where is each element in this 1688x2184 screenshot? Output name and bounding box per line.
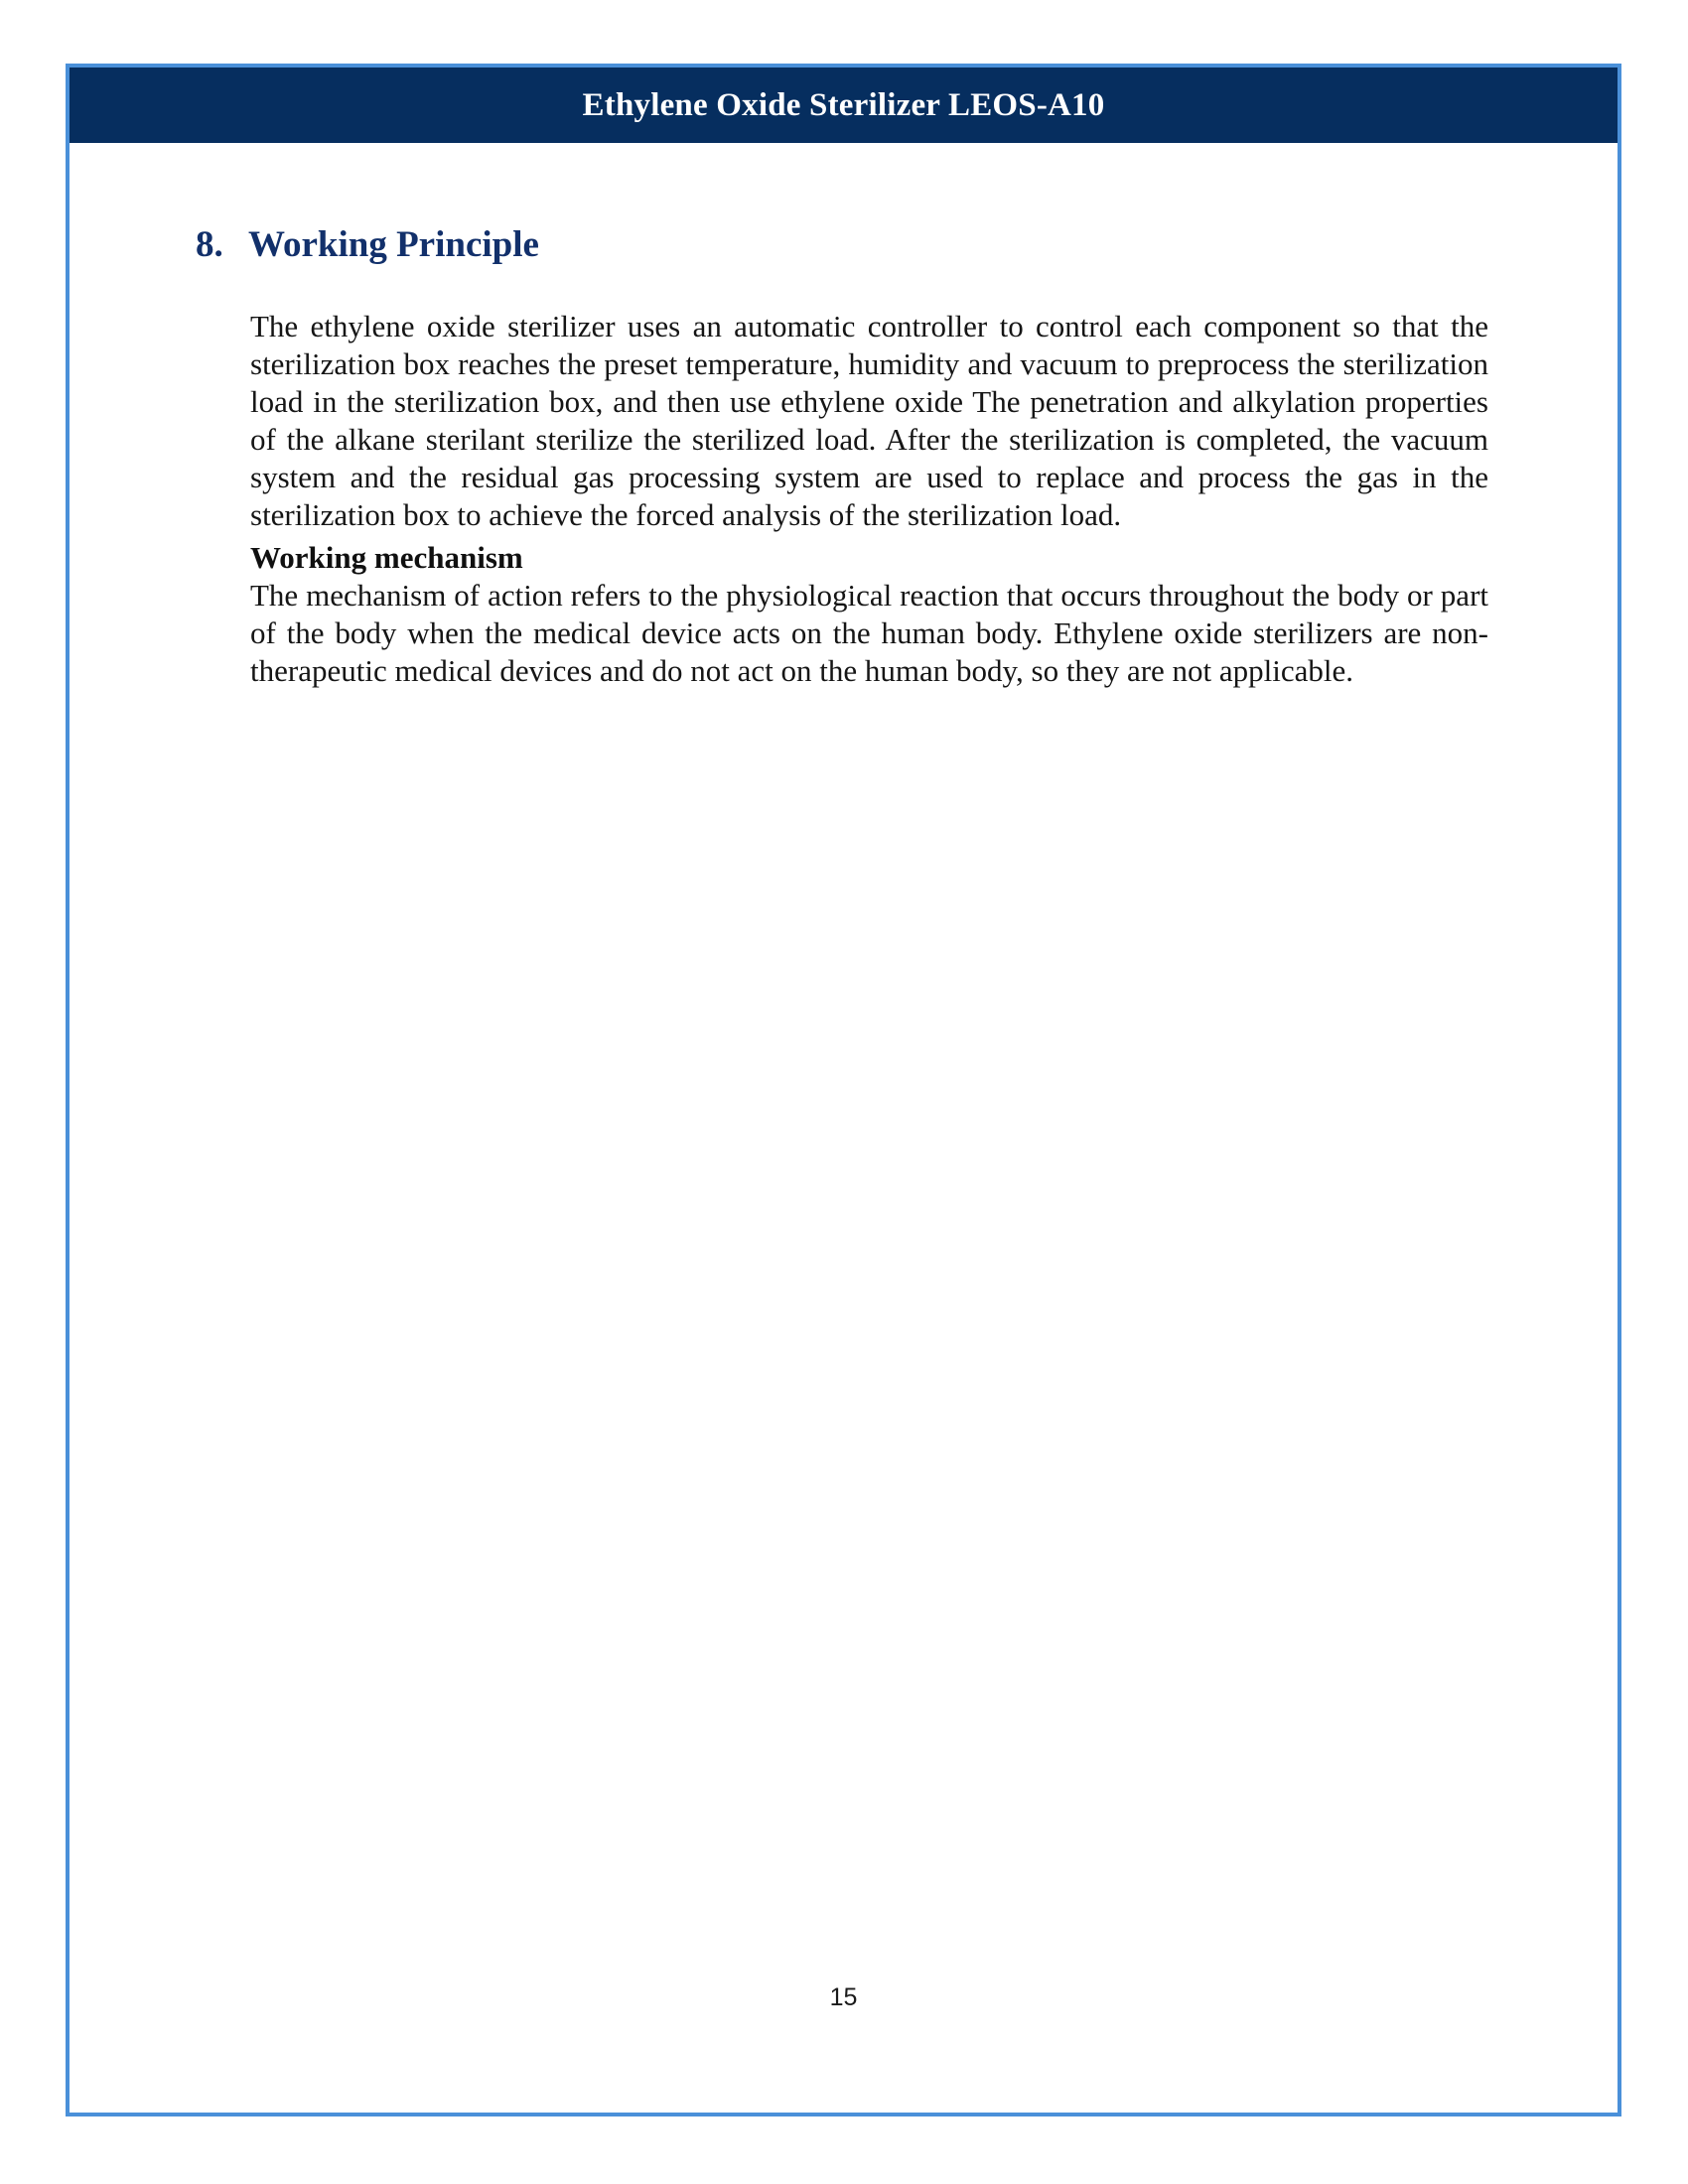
section-heading xyxy=(196,225,1387,266)
intro-paragraph: The ethylene oxide sterilizer uses an automatic controller to control each component so that the sterilization box reaches the preset temperature, humidity and vacuum to preprocess the sterilization load in the sterilization box, and then use ethylene oxide The penetration and alkylation properties of the alkane sterilant sterilize the sterilized load. After the sterilization is completed, the vacuum system and the residual gas processing system are used to replace and process the gas in the sterilization box to achieve the forced analysis of the sterilization load. xyxy=(250,309,1488,532)
page-number: 15 xyxy=(829,1983,858,2011)
working-mechanism-block xyxy=(250,539,1488,690)
page-header-banner xyxy=(70,68,1618,143)
document-title: Ethylene Oxide Sterilizer LEOS-A10 xyxy=(582,86,1105,123)
page-border-frame xyxy=(66,64,1621,2116)
intro-paragraph-block xyxy=(250,308,1488,534)
working-mechanism-paragraph: The mechanism of action refers to the physiological reaction that occurs throughout the body or part of the body when the medical device acts on the human body. Ethylene oxide sterilizers are non-therapeutic medical devices and do not act on the human body, so they are not applicable. xyxy=(250,578,1488,688)
section-title: Working Principle xyxy=(248,224,539,265)
working-mechanism-subheading: Working mechanism xyxy=(250,540,523,575)
section-number: 8. xyxy=(196,224,223,265)
page-content xyxy=(70,143,1618,2113)
